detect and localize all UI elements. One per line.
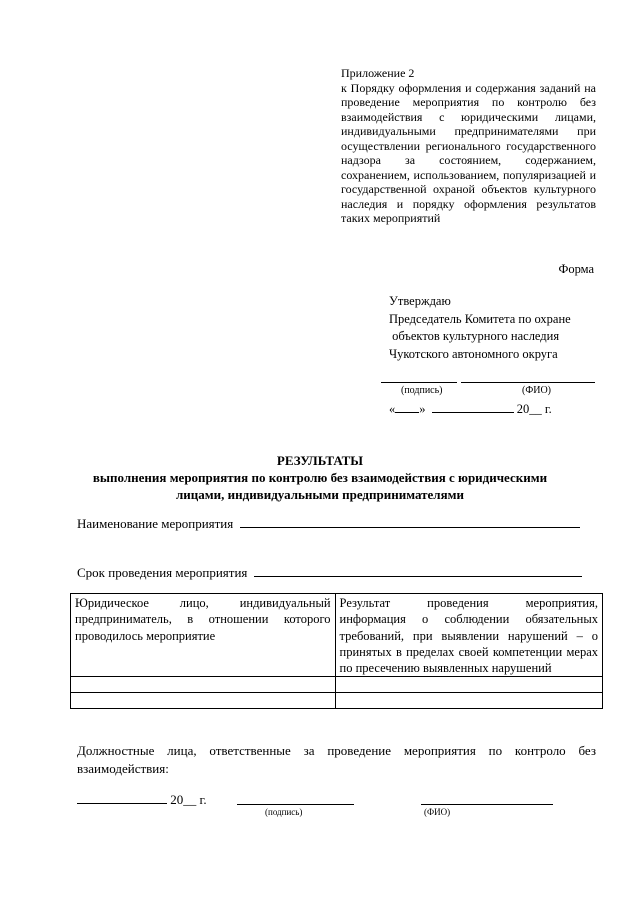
approval-line: объектов культурного наследия <box>389 329 560 343</box>
signature-caption: (подпись) <box>401 385 443 396</box>
table-cell[interactable] <box>71 693 336 709</box>
approval-block <box>389 293 619 363</box>
name-caption: (ФИО) <box>522 385 552 396</box>
heading-subtitle-line2: лицами, индивидуальными предпринимателями <box>176 487 464 502</box>
date-close-quote: » <box>419 402 426 416</box>
approval-date <box>389 401 552 417</box>
approval-line: Чукотского автономного округа <box>389 346 558 361</box>
table-header-cell-entity: Юридическое лицо, индивидуальный предприниматель, в отношении которого проводилось мероприятие <box>71 594 336 677</box>
date-year: 20__ г. <box>516 402 552 416</box>
bottom-date <box>77 790 207 808</box>
bottom-name-caption: (ФИО) <box>424 807 451 817</box>
approval-line: Утверждаю <box>389 294 451 308</box>
table-header-cell-result: Результат проведения мероприятия, информация о соблюдении обязательных требований, при выявлении нарушений – о принятых в пределах своей компетенции мерах по пресечению выявленных нарушений <box>335 594 602 677</box>
event-name-label: Наименование мероприятия <box>77 516 234 531</box>
signature-line <box>381 382 457 383</box>
table-cell[interactable] <box>71 677 336 693</box>
name-line <box>461 382 595 383</box>
form-label: Форма <box>558 262 594 276</box>
bottom-signature-block <box>77 790 597 830</box>
table-row <box>71 693 603 709</box>
event-name-line[interactable] <box>240 515 580 528</box>
table-cell[interactable] <box>335 693 602 709</box>
event-name-row <box>77 515 580 532</box>
table-row <box>71 677 603 693</box>
table-header-row <box>71 594 603 677</box>
document-heading <box>60 452 580 503</box>
day-line <box>395 401 419 413</box>
results-table <box>70 593 603 709</box>
appendix-block <box>341 66 596 226</box>
event-period-label: Срок проведения мероприятия <box>77 565 248 580</box>
officials-text: Должностные лица, ответственные за проведение мероприятия по контроло без взаимодействия: <box>77 743 596 776</box>
approval-line: Председатель Комитета по охране <box>389 311 571 326</box>
table-cell[interactable] <box>335 677 602 693</box>
heading-subtitle-line1: выполнения мероприятия по контролю без взаимодействия с юридическими <box>92 470 548 485</box>
month-line <box>432 401 514 413</box>
event-period-row <box>77 564 582 581</box>
bottom-signature-line <box>237 804 354 805</box>
bottom-date-year: 20__ г. <box>170 792 207 807</box>
bottom-name-line <box>421 804 553 805</box>
appendix-title: Приложение 2 <box>341 66 415 80</box>
event-period-line[interactable] <box>254 564 582 577</box>
heading-title: РЕЗУЛЬТАТЫ <box>276 453 364 468</box>
date-open-quote: « <box>389 402 396 416</box>
appendix-body: к Порядку оформления и содержания заданий на проведение мероприятия по контролю без взаимодействия с юридическими лицами, индивидуальными предпринимателями при осуществлении регионального государственного надзора за состоянием, содержанием, сохранением, использованием, популяризацией и государственной охраной объектов культурного наследия и порядку оформления результатов таких мероприятий <box>341 80 596 225</box>
bottom-day-line <box>77 790 167 804</box>
bottom-signature-caption: (подпись) <box>265 807 303 817</box>
